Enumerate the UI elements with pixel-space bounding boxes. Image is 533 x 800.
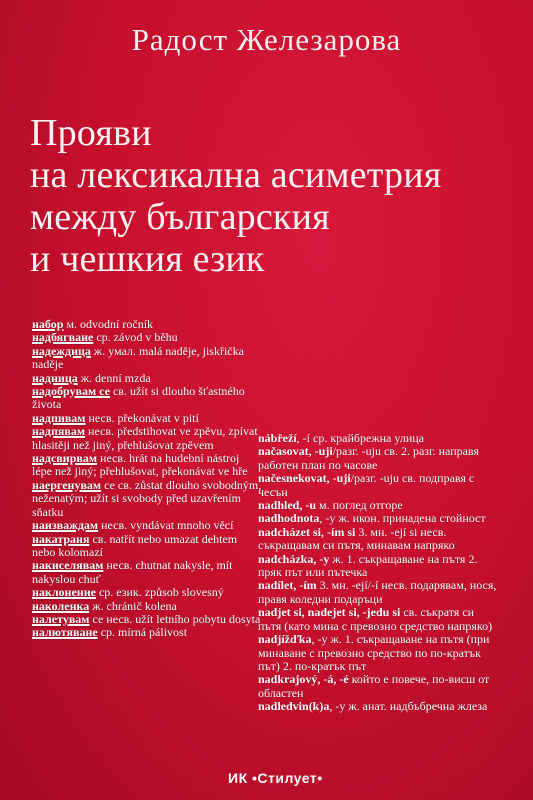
- dictionary-entry: [258, 526, 500, 553]
- entry-headword: nadhled, -u: [258, 498, 317, 513]
- entry-headword: надпивам: [32, 410, 86, 425]
- title-line: между българския: [30, 196, 330, 238]
- entry-definition: , -y ж. 1. съкращаване на пътя (при минаване с превозно средство по по-кратък път) 2. по-кратък път: [258, 632, 490, 673]
- dictionary-entry: [258, 445, 500, 472]
- dictionary-entry: [258, 673, 500, 700]
- dictionary-entry: [258, 606, 500, 633]
- entry-headword: nadledvin(k)a: [258, 699, 330, 714]
- entry-definition: се несв. užít letního pobytu dosyta: [89, 611, 261, 626]
- dictionary-entry: [32, 331, 262, 344]
- dictionary-entry: [258, 633, 500, 673]
- entry-definition: ж. chránič kolena: [89, 598, 177, 613]
- dictionary-entry: [32, 626, 262, 639]
- entry-headword: набор: [32, 317, 64, 331]
- dictionary-entry: [32, 452, 262, 479]
- dictionary-entry: [258, 579, 500, 606]
- entry-headword: накатраня: [32, 531, 90, 546]
- dictionary-entry: [32, 586, 262, 599]
- title-line: Прояви: [30, 112, 152, 154]
- entry-definition: м. odvodní ročník: [63, 317, 154, 331]
- author-name: Радост Железарова: [131, 22, 402, 57]
- entry-headword: налетувам: [32, 611, 90, 626]
- entry-definition: който е повече, по-висш от областен: [258, 672, 490, 700]
- entry-headword: наергенувам: [32, 477, 102, 492]
- dictionary-entry: [32, 412, 262, 425]
- entry-headword: načesnekovat, -uji: [258, 471, 351, 486]
- entry-headword: надобрувам се: [32, 384, 110, 399]
- entry-definition: , -y ж. икон. принадена стойност: [319, 511, 486, 526]
- entry-headword: nadílet, -ím: [258, 578, 317, 593]
- dictionary-entry: [32, 385, 262, 412]
- entry-definition: несв. vyndávat mnoho věcí: [98, 518, 234, 533]
- dictionary-entry: [32, 425, 262, 452]
- dictionary-entry: [32, 600, 262, 613]
- entry-definition: несв. překonávat v pití: [85, 410, 199, 425]
- dictionary-entry: [32, 318, 262, 331]
- entry-definition: /разг. -uju св. 2. разг. направя работен план по часове: [258, 444, 479, 472]
- dictionary-entry: [258, 553, 500, 580]
- entry-headword: nadkrajový, -á, -é: [258, 672, 349, 687]
- book-title: [30, 112, 520, 280]
- entry-headword: накиселявам: [32, 558, 104, 573]
- dictionary-entry: [32, 533, 262, 560]
- title-line: и чешкия език: [30, 238, 265, 280]
- entry-headword: надбягване: [32, 330, 94, 345]
- entry-definition: св. съкратя си пътя (като мина с превозно средство напряко): [258, 605, 493, 633]
- dictionary-entry: [258, 499, 500, 512]
- entry-definition: се св. zůstat dlouho svobodným, neženatým; užít si svobody před uzavřením sňatku: [32, 477, 262, 519]
- dictionary-entry: [258, 512, 500, 525]
- entry-definition: несв. chutnat nakysle, mít nakyslou chuť: [32, 558, 233, 586]
- entry-definition: несв. hrát na hudební nástroj lépe než jiný; přehlušovat, překonávat ve hře: [32, 451, 248, 479]
- entry-definition: ж. умал. malá naděje, jiskřička naděje: [32, 343, 244, 372]
- entry-headword: nábřeží: [258, 431, 297, 445]
- entry-definition: , -y ж. анат. надбъбречна жлеза: [329, 699, 488, 714]
- entry-definition: /разг. -uju св. подправя с чесън: [258, 471, 475, 499]
- entry-definition: ж. denní mzda: [77, 370, 151, 385]
- entry-headword: наколенка: [32, 598, 90, 613]
- dictionary-entry: [258, 472, 500, 499]
- dictionary-entry: [32, 613, 262, 626]
- dictionary-entry: [32, 345, 262, 372]
- publisher-name: ИК •Стилует•: [228, 770, 323, 786]
- dictionary-entry: [258, 432, 500, 445]
- entry-definition: св. natřít nebo umazat dehtem nebo kolomazí: [32, 531, 238, 559]
- entry-definition: , -í ср. крайбрежна улица: [296, 431, 425, 445]
- dictionary-entry: [32, 479, 262, 519]
- entry-headword: nadjížďka: [258, 632, 312, 647]
- entry-definition: ср. език. způsob slovesný: [95, 585, 224, 600]
- title-line: на лексикална асиметрия: [30, 154, 442, 196]
- entry-definition: ср. mírná pálivost: [97, 625, 188, 640]
- entry-headword: nadcházka, -y: [258, 551, 330, 566]
- entry-headword: наизваждам: [32, 518, 99, 533]
- entry-definition: 3. мн. -ejí si несв. съкращавам си пътя, минавам напряко: [258, 524, 455, 553]
- entry-headword: надница: [32, 370, 78, 385]
- entry-definition: ср. závod v běhu: [93, 330, 178, 345]
- entry-headword: nadhodnota: [258, 511, 320, 526]
- entry-definition: св. užít si dlouho šťastného života: [32, 384, 245, 412]
- entry-headword: наклонение: [32, 585, 96, 600]
- entry-headword: надсвирвам: [32, 451, 98, 466]
- entry-headword: načasovat, -uji: [258, 444, 333, 459]
- entry-definition: 3. мн. -ejí/-í несв. подарявам, нося, правя коледни подаръци: [258, 578, 497, 606]
- entry-definition: м. поглед отгоре: [316, 498, 403, 513]
- dictionary-excerpt-czech-bulgarian: [258, 432, 500, 714]
- entry-headword: надеждица: [32, 343, 91, 358]
- entry-definition: несв. předstihovat ve zpěvu, zpívat hlasitěji než jiný, přehlušovat zpěvem: [32, 424, 258, 452]
- dictionary-excerpt-bulgarian-czech: [32, 318, 262, 640]
- entry-definition: ж. 1. съкращаване на пътя 2. пряк път или пътечка: [258, 551, 478, 580]
- entry-headword: nadjet si, nadejet si, -jedu si: [258, 605, 401, 620]
- dictionary-entry: [32, 372, 262, 385]
- dictionary-entry: [32, 559, 262, 586]
- entry-headword: nadcházet si, -ím si: [258, 524, 356, 539]
- dictionary-entry: [32, 519, 262, 532]
- dictionary-entry: [258, 700, 500, 713]
- entry-headword: надпявам: [32, 424, 86, 439]
- entry-headword: налютяване: [32, 625, 98, 640]
